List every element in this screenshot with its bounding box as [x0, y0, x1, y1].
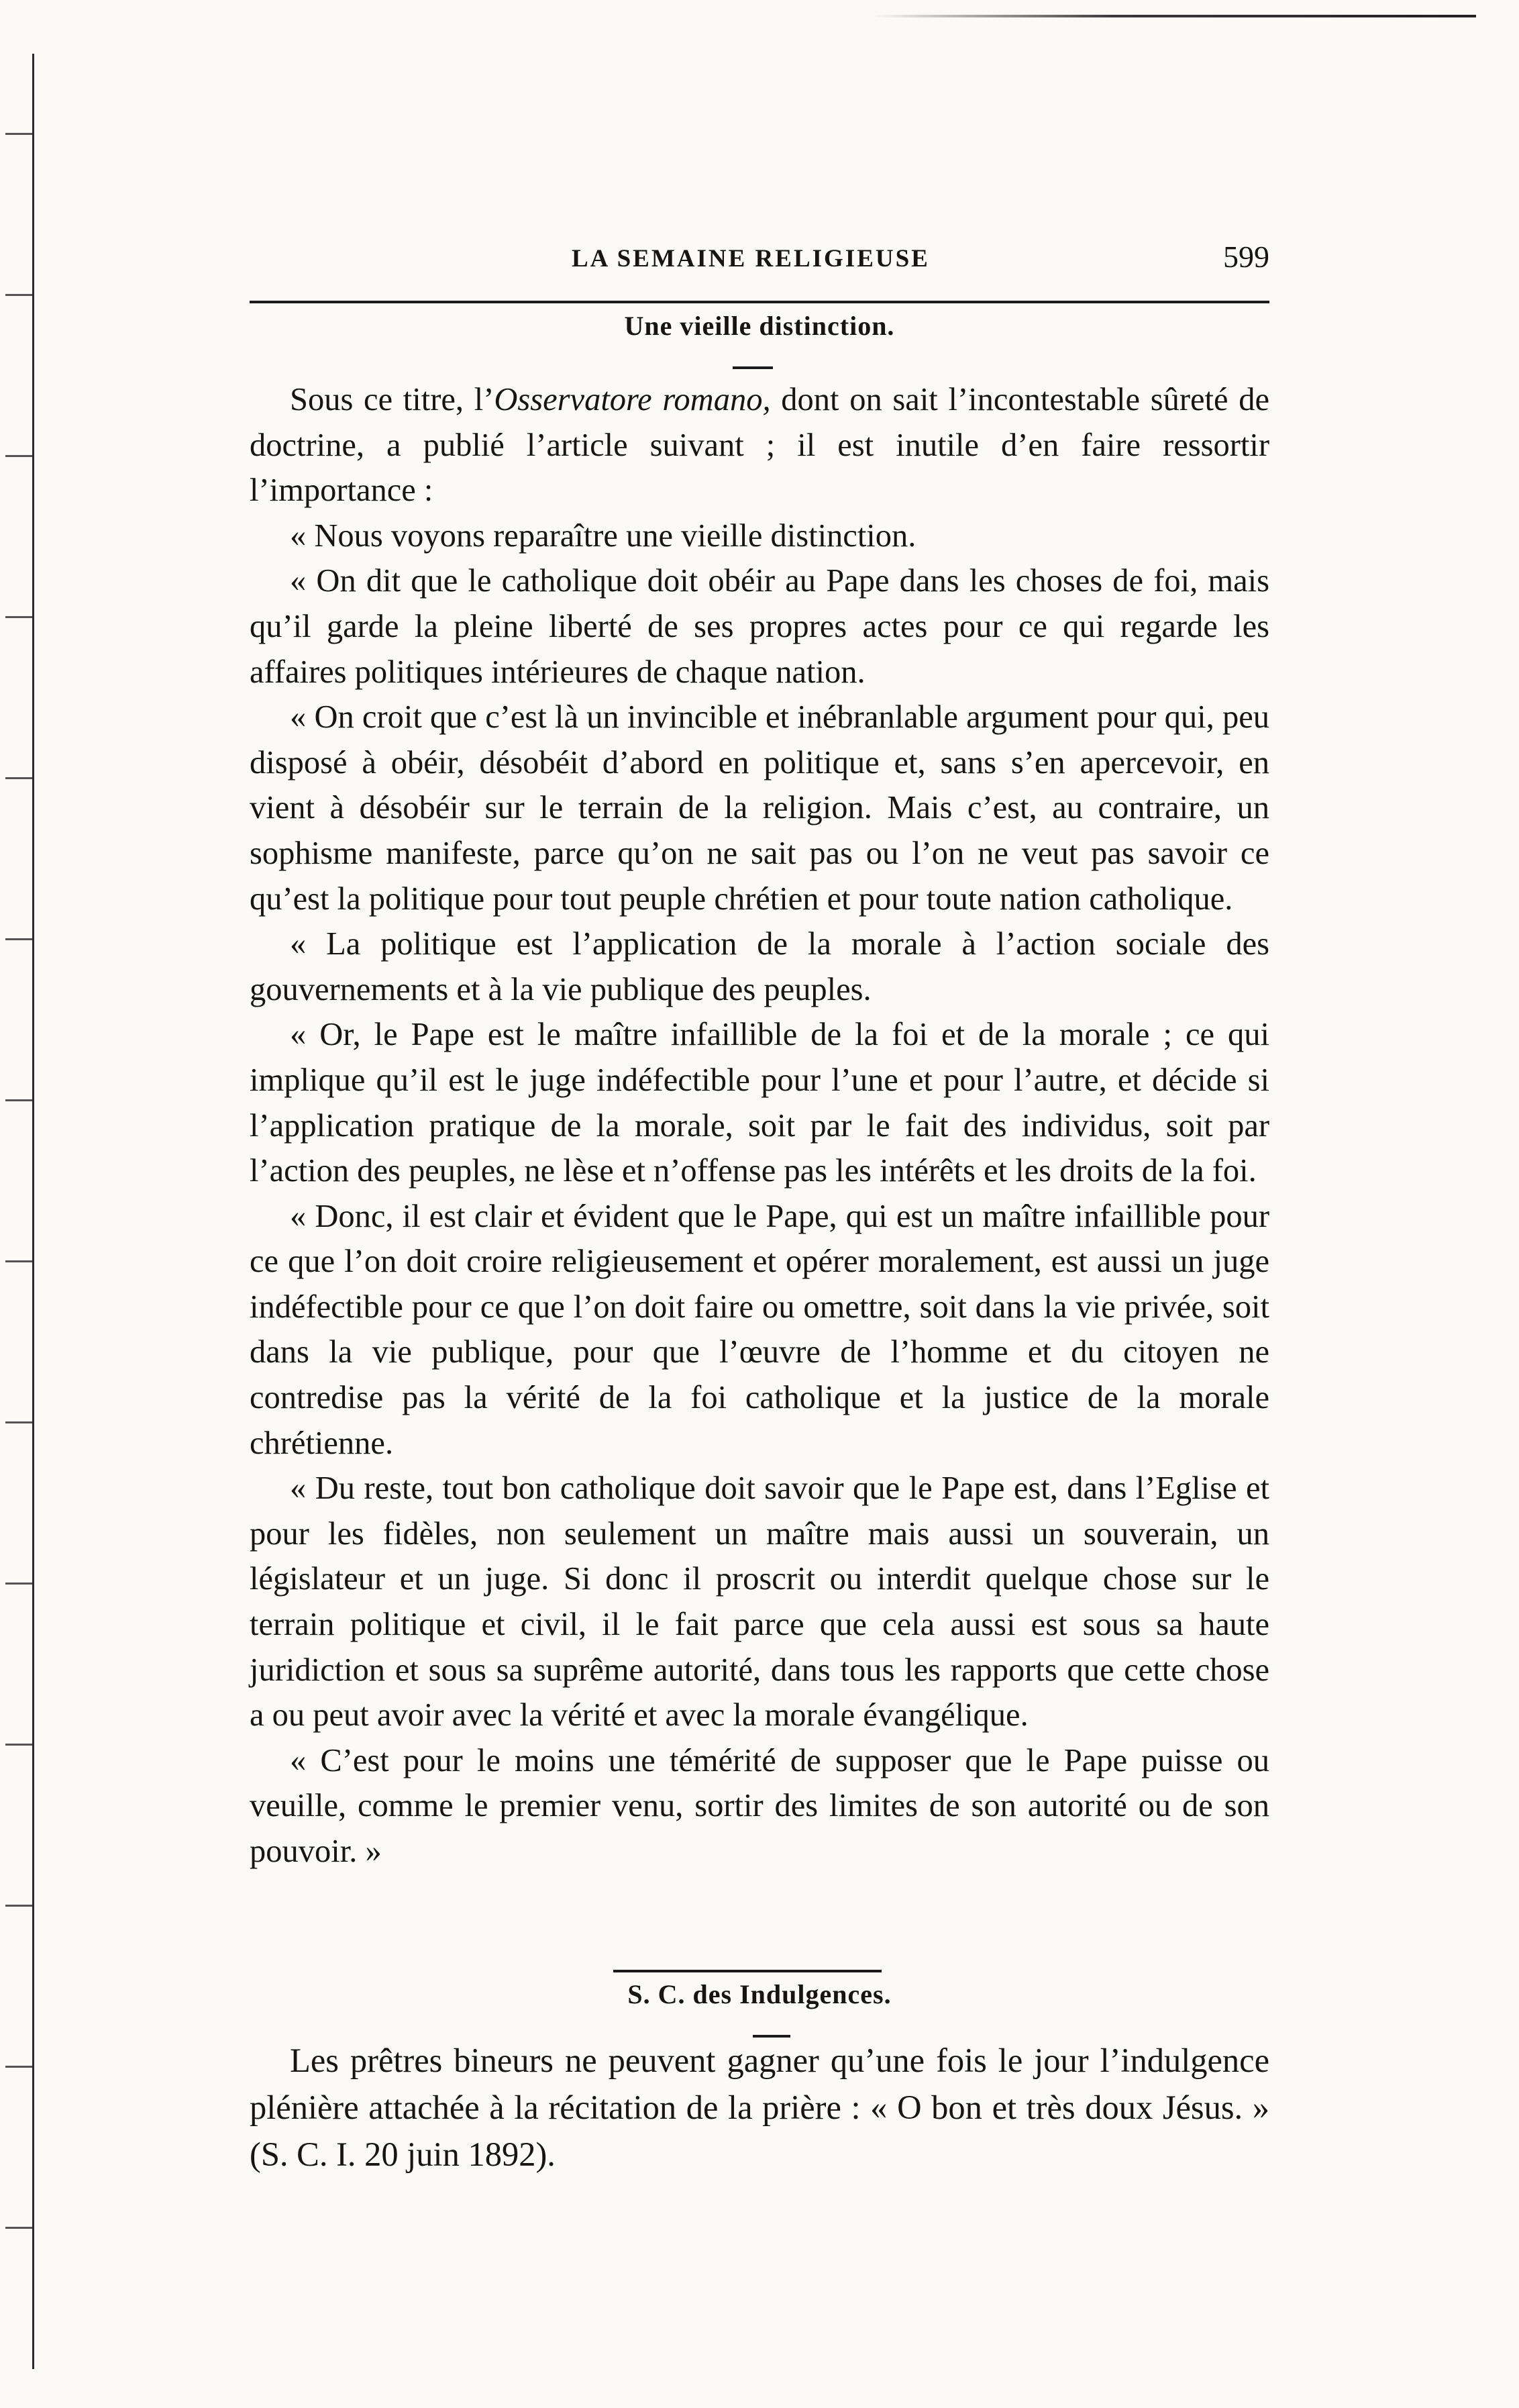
article-title: Une vieille distinction.: [624, 311, 895, 341]
section-title: S. C. des Indulgences.: [627, 1979, 892, 2009]
quote-paragraph: « Nous voyons reparaître une vieille distinction.: [290, 517, 916, 554]
section-separator: [613, 1970, 882, 1972]
intro-paragraph: Sous ce titre, l’Osservatore romano, dont on sait l’incontestable sûreté de doctrine, a publié l’article suivant ; il est inutile d’en faire ressortir l’importance :: [250, 382, 1269, 509]
article-body: [250, 377, 1269, 1874]
page-header: [250, 239, 1269, 286]
quote-paragraph: « La politique est l’application de la morale à l’action sociale des gouvernements et à la vie publique des peuples.: [250, 926, 1269, 1007]
quote-paragraph: « On dit que le catholique doit obéir au Pape dans les choses de foi, mais qu’il garde la pleine liberté de ses propres actes pour ce qui regarde les affaires politiques intérieures de chaque nation.: [250, 563, 1269, 690]
quote-paragraph: « Du reste, tout bon catholique doit savoir que le Pape est, dans l’Eglise et pour les fidèles, non seulement un maître mais aussi un souverain, un législateur et un juge. Si donc il proscrit ou interdit quelque chose sur le terrain politique et civil, il le fait parce que cela aussi est sous sa haute juridiction et sous sa suprême autorité, dans tous les rapports que cette chose a ou peut avoir avec la vérité et avec la morale évangélique.: [250, 1470, 1269, 1734]
indulgence-paragraph: Les prêtres bineurs ne peuvent gagner qu’une fois le jour l’indulgence plénière attachée à la récitation de la prière : « O bon et très doux Jésus. » (S. C. I. 20 juin 1892).: [250, 2042, 1269, 2173]
quote-paragraph: « On croit que c’est là un invincible et inébranlable argument pour qui, peu disposé à obéir, désobéit d’abord en politique et, sans s’en apercevoir, en vient à désobéir sur le terrain de la religion. Mais c’est, au contraire, un sophisme manifeste, parce qu’on ne sait pas ou l’on ne veut pas savoir ce qu’est la politique pour tout peuple chrétien et pour toute nation catholique.: [250, 699, 1269, 917]
quote-paragraph: « Donc, il est clair et évident que le Pape, qui est un maître infaillible pour ce que l’on doit croire religieusement et opérer moralement, est aussi un juge indéfectible pour ce que l’on doit faire ou omettre, soit dans la vie privée, soit dans la vie publique, pour que l’œuvre de l’homme et du citoyen ne contredise pas la vérité de la foi catholique et la justice de la morale chrétienne.: [250, 1198, 1269, 1461]
quote-paragraph: « Or, le Pape est le maître infaillible de la foi et de la morale ; ce qui implique qu’il est le juge indéfectible pour l’une et pour l’autre, et décide si l’application pratique de la morale, soit par le fait des individus, soit par l’action des peuples, ne lèse et n’offense pas les intérêts et les droits de la foi.: [250, 1017, 1269, 1189]
journal-name: Osservatore romano,: [494, 382, 771, 417]
section-body: [250, 2037, 1269, 2178]
scan-edge-top: [872, 15, 1476, 17]
running-title: LA SEMAINE RELIGIEUSE: [572, 245, 930, 272]
title-dash: [733, 366, 773, 369]
quote-paragraph: « C’est pour le moins une témérité de supposer que le Pape puisse ou veuille, comme le premier venu, sortir des limites de son autorité ou de son pouvoir. »: [250, 1742, 1269, 1869]
page-number: 599: [1223, 240, 1269, 274]
scan-edge-binding: [5, 54, 34, 2369]
header-rule: [250, 301, 1269, 303]
